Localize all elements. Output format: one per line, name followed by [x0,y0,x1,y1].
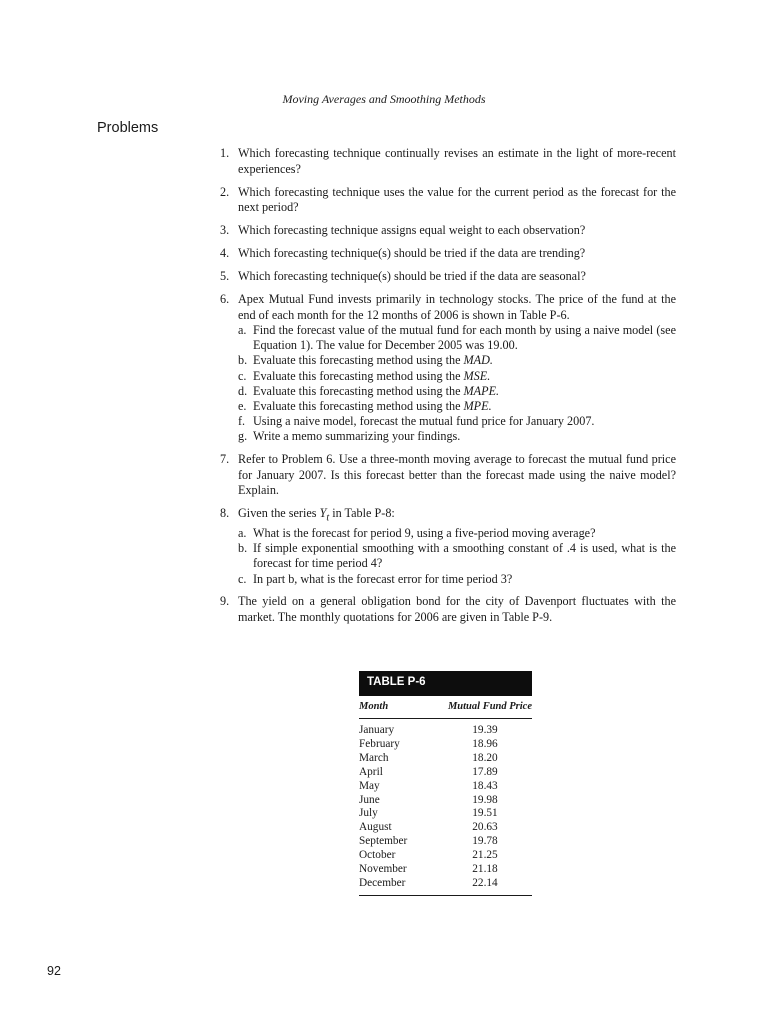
problem-2 [220,185,676,216]
sub-item-text: Evaluate this forecasting method using the [253,353,461,368]
table-row [359,863,532,877]
problem-4 [220,246,676,262]
sub-item-8b [238,541,676,571]
sub-item-6d [238,384,676,399]
sub-item-term: MPE. [463,399,492,414]
sub-item-letter: d. [238,383,248,398]
problem-text: Which forecasting technique uses the value for the current period as the forecast for the next period? [238,184,676,214]
table-row [359,752,532,766]
problems-list [220,146,676,633]
problem-number: 6. [220,292,230,306]
sub-item-letter: c. [238,571,247,586]
cell-month: June [359,793,380,806]
problem-3 [220,223,676,239]
problem-text: Refer to Problem 6. Use a three-month moving average to forecast the mutual fund price for January 2007. Is this forecast better than the forecast made using the naive model? Explain. [238,452,676,498]
cell-month: February [359,737,400,750]
series-subscript: t [326,512,330,524]
problem-text-before: Given the series [238,506,317,521]
table-row [359,794,532,808]
sub-item-8a [238,526,676,541]
sub-item-text: In part b, what is the forecast error for time period 3? [253,571,513,586]
running-header: Moving Averages and Smoothing Methods [282,92,486,106]
column-header-price: Mutual Fund Price [447,701,532,712]
sub-item-term: MSE. [463,368,491,383]
problem-number: 2. [220,184,230,199]
problem-number: 7. [220,452,230,467]
problem-1 [220,146,676,177]
cell-price: 19.98 [472,793,498,806]
problem-text: Which forecasting technique assigns equal weight to each observation? [238,223,586,237]
cell-month: September [359,835,408,848]
table-row [359,835,532,849]
cell-price: 19.39 [472,724,498,736]
table-row [359,738,532,752]
table-row [359,877,532,891]
table-row [359,780,532,794]
sub-item-text: What is the forecast for period 9, using a five-period moving average? [253,526,596,541]
cell-price: 18.96 [472,737,498,750]
sub-item-6c [238,369,676,384]
problem-text: Which forecasting technique(s) should be tried if the data are trending? [238,246,586,260]
sub-item-text: If simple exponential smoothing with a smoothing constant of .4 is used, what is the forecast for time period 4? [253,541,676,571]
cell-month: March [359,751,389,764]
cell-month: December [359,876,406,889]
problem-number: 3. [220,223,230,237]
problem-number: 1. [220,146,230,160]
sub-item-text: Find the forecast value of the mutual fund for each month by using a naive model (see Equation 1). The value for December 2005 was 19.00. [253,323,676,353]
cell-month: January [359,724,395,736]
problem-number: 4. [220,246,230,260]
sub-item-8c [238,572,676,587]
sub-item-letter: f. [238,414,246,429]
cell-price: 21.18 [472,863,498,876]
cell-price: 19.51 [472,807,498,820]
sub-item-6a [238,323,676,353]
sub-item-6f [238,414,676,429]
sub-item-text: Evaluate this forecasting method using the [253,368,461,383]
sub-item-text: Evaluate this forecasting method using the [253,383,461,398]
cell-price: 18.20 [472,751,498,764]
table-p6 [359,671,532,896]
table-title: TABLE P-6 [359,671,532,696]
column-header-month: Month [359,701,389,712]
sub-item-text: Evaluate this forecasting method using the [253,399,461,414]
cell-price: 21.25 [472,849,498,862]
cell-month: November [359,863,407,876]
section-heading: Problems [97,120,159,136]
cell-month: October [359,849,396,862]
sub-item-letter: a. [238,323,247,337]
sub-item-letter: c. [238,368,247,383]
cell-month: May [359,779,380,792]
sub-items [238,323,676,445]
problem-text-after: in Table P-8: [332,506,395,521]
problem-6 [220,292,676,445]
table-row [359,807,532,821]
table-row [359,724,532,738]
table-row [359,766,532,780]
sub-item-letter: b. [238,541,248,556]
sub-item-text: Using a naive model, forecast the mutual fund price for January 2007. [253,414,595,429]
problem-text: Which forecasting technique continually revises an estimate in the light of more-recent experiences? [238,146,676,176]
problem-number: 8. [220,506,230,521]
problem-number: 9. [220,594,230,609]
sub-item-term: MAPE. [463,383,500,398]
table-header [359,696,532,719]
cell-price: 22.14 [472,876,498,889]
cell-price: 17.89 [472,765,498,778]
sub-item-text: Write a memo summarizing your findings. [253,429,461,444]
sub-item-letter: a. [238,526,247,541]
problem-5 [220,269,676,285]
page-number: 92 [47,964,61,978]
cell-month: July [359,807,378,820]
problem-text: Apex Mutual Fund invests primarily in technology stocks. The price of the fund at the end of each month for the 12 months of 2006 is shown in Table P-6. [238,292,676,322]
cell-price: 20.63 [472,821,498,834]
cell-price: 18.43 [472,779,498,792]
table-body [359,719,532,896]
sub-item-term: MAD. [463,353,493,368]
problem-text: Which forecasting technique(s) should be tried if the data are seasonal? [238,269,586,283]
sub-item-6b [238,353,676,368]
problem-8 [220,506,676,587]
sub-item-6g [238,429,676,444]
problem-text: The yield on a general obligation bond for the city of Davenport fluctuates with the market. The monthly quotations for 2006 are given in Table P-9. [238,594,676,624]
table-row [359,849,532,863]
sub-item-6e [238,399,676,414]
sub-item-letter: b. [238,353,248,368]
sub-items [238,526,676,587]
sub-item-letter: g. [238,429,248,444]
cell-price: 19.78 [472,835,498,848]
problem-9 [220,594,676,625]
sub-item-letter: e. [238,399,247,414]
table-row [359,821,532,835]
cell-month: April [359,765,383,778]
problem-7 [220,452,676,499]
series-variable: Y [319,506,327,521]
cell-month: August [359,821,392,834]
problem-number: 5. [220,269,230,283]
